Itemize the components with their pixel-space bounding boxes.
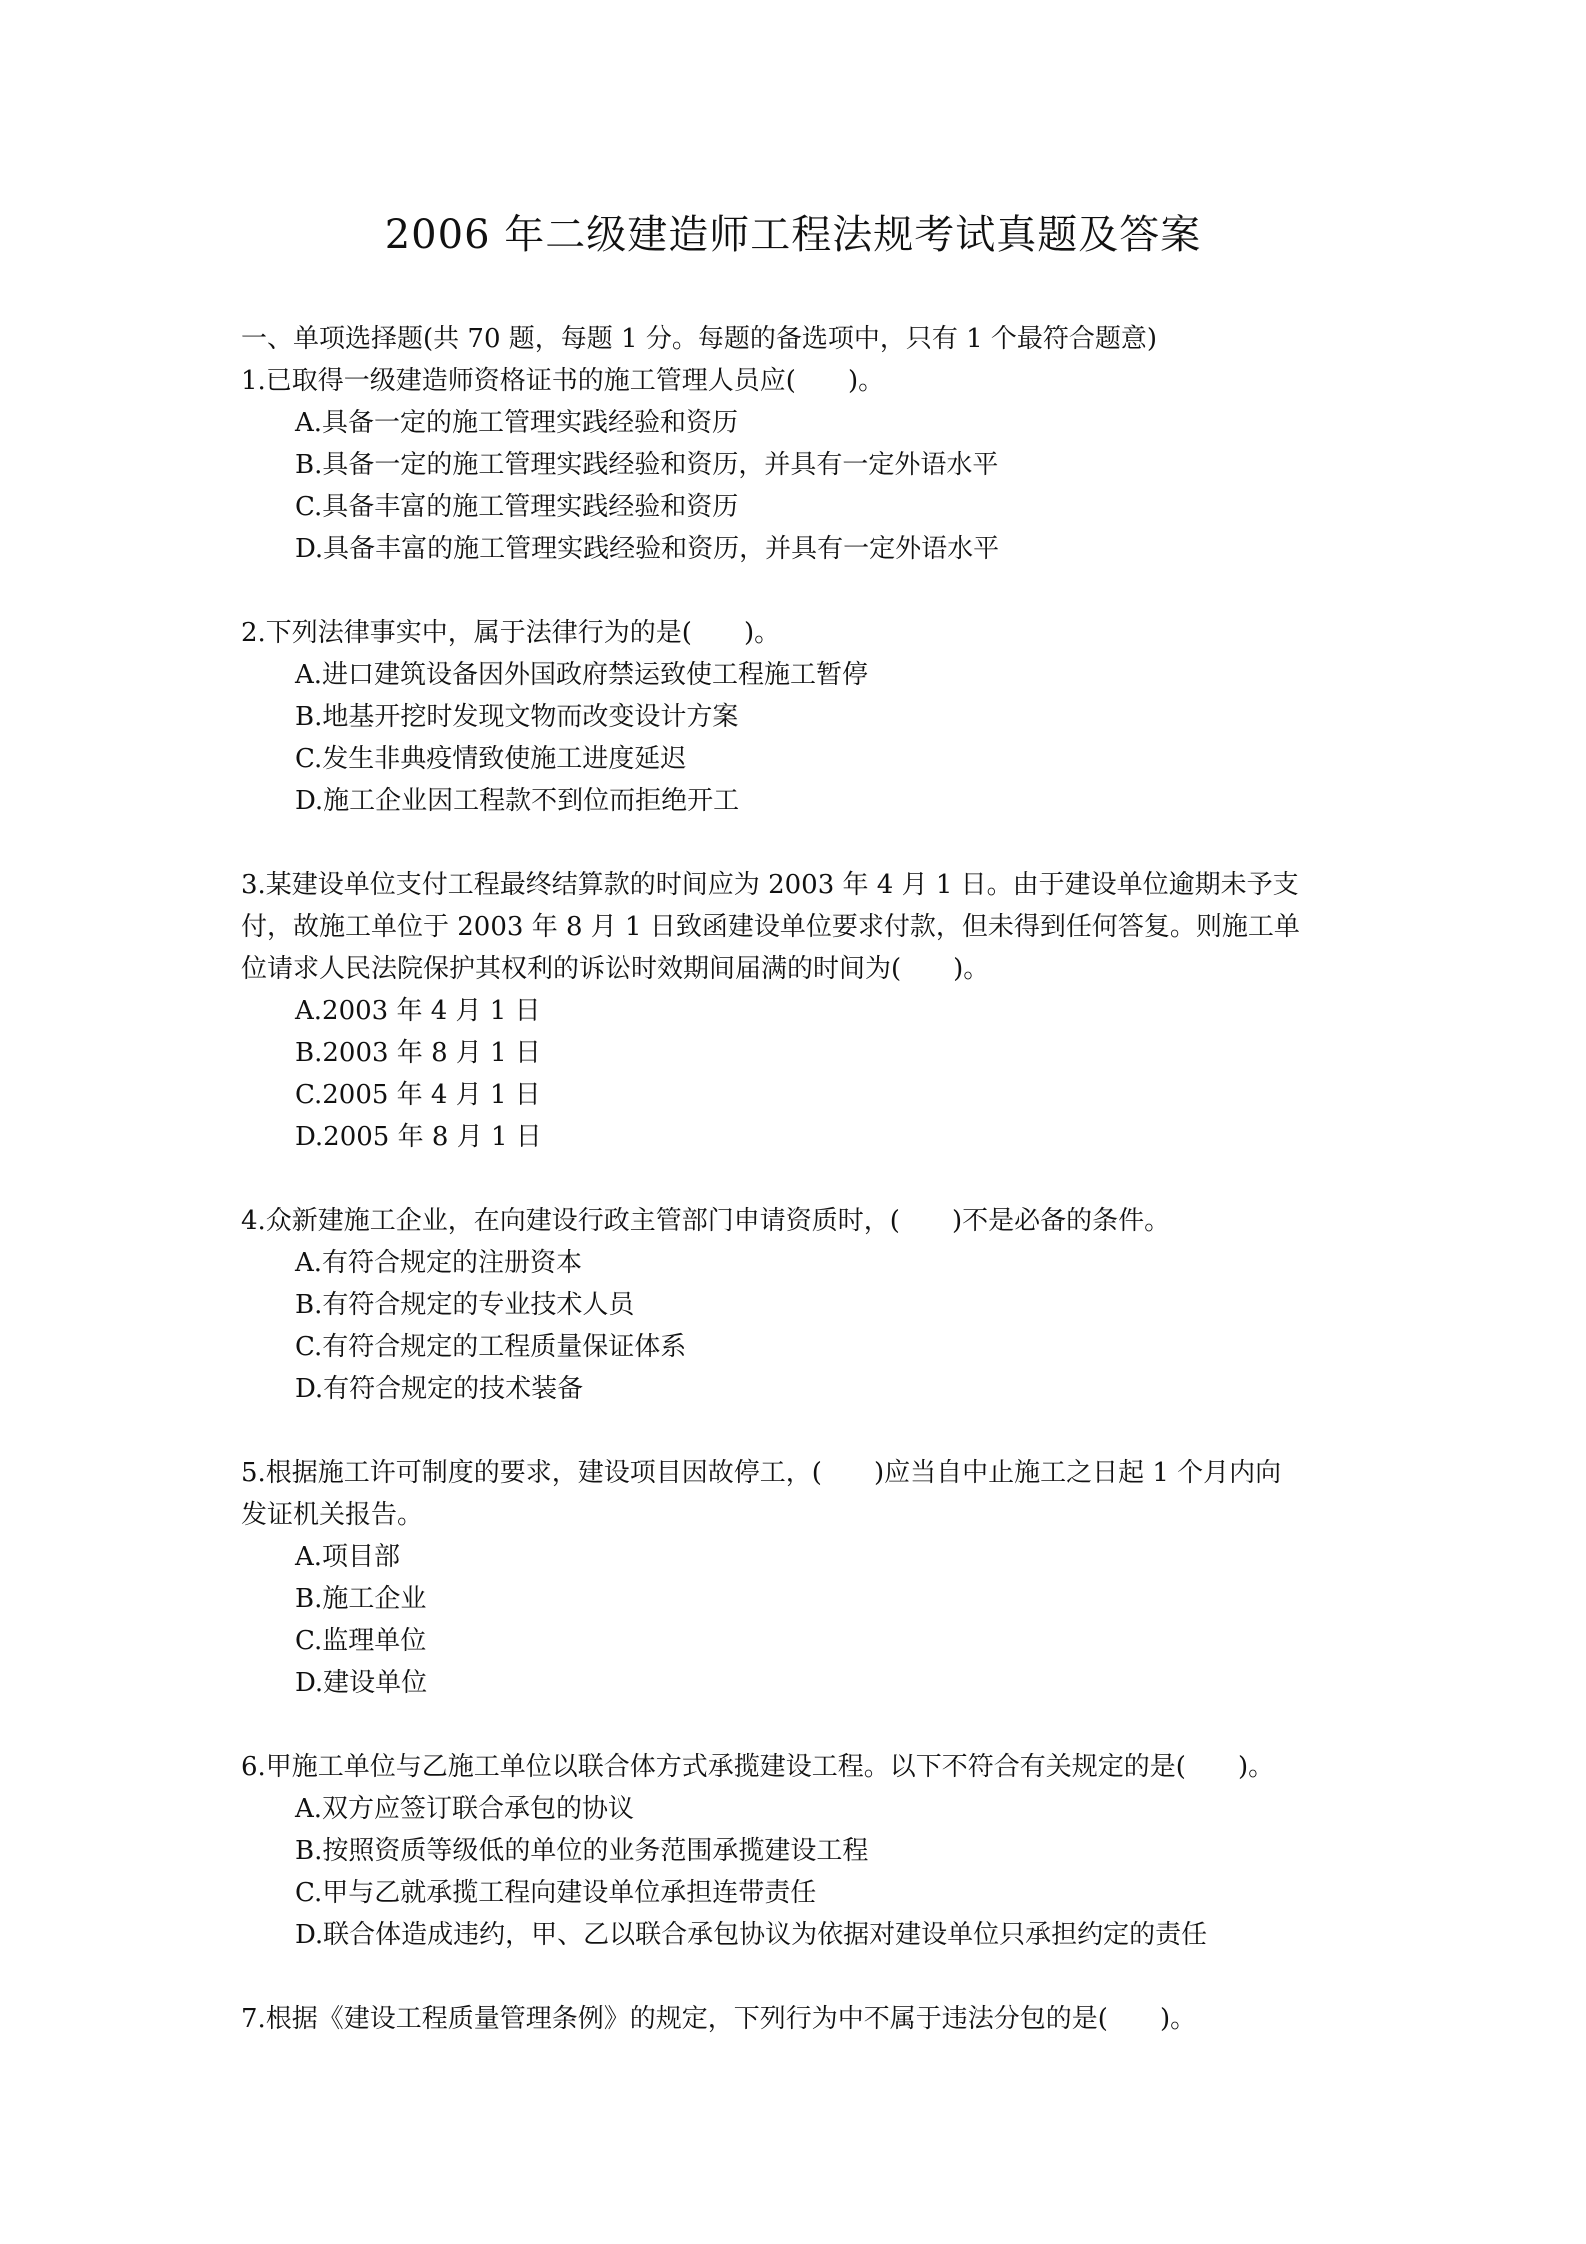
question-5 [241, 1452, 1361, 1704]
section-heading: 一、单项选择题(共 70 题，每题 1 分。每题的备选项中，只有 1 个最符合题意) [241, 324, 1158, 354]
option-b: B.按照资质等级低的单位的业务范围承揽建设工程 [295, 1836, 869, 1866]
question-text: 4.众新建施工企业，在向建设行政主管部门申请资质时，( )不是必备的条件。 [241, 1206, 1171, 1236]
option-b: B.施工企业 [295, 1584, 427, 1614]
question-1 [241, 360, 1361, 570]
option-b: B.2003 年 8 月 1 日 [295, 1038, 541, 1068]
option-a: A.项目部 [295, 1542, 401, 1572]
document-body [241, 318, 1361, 2040]
question-3 [241, 864, 1361, 1158]
question-2 [241, 612, 1361, 822]
option-d: D.建设单位 [295, 1668, 428, 1698]
question-text: 1.已取得一级建造师资格证书的施工管理人员应( )。 [241, 366, 885, 396]
option-a: A.进口建筑设备因外国政府禁运致使工程施工暂停 [295, 660, 869, 690]
option-a: A.2003 年 4 月 1 日 [295, 996, 541, 1026]
option-b: B.有符合规定的专业技术人员 [295, 1290, 635, 1320]
question-text: 2.下列法律事实中，属于法律行为的是( )。 [241, 618, 781, 648]
option-c: C.2005 年 4 月 1 日 [295, 1080, 541, 1110]
option-d: D.有符合规定的技术装备 [295, 1374, 584, 1404]
question-text-line-2: 发证机关报告。 [241, 1500, 424, 1530]
option-d: D.施工企业因工程款不到位而拒绝开工 [295, 786, 740, 816]
option-c: C.发生非典疫情致使施工进度延迟 [295, 744, 687, 774]
page-title: 2006 年二级建造师工程法规考试真题及答案 [384, 212, 1202, 258]
question-text: 6.甲施工单位与乙施工单位以联合体方式承揽建设工程。以下不符合有关规定的是( )。 [241, 1752, 1275, 1782]
question-6 [241, 1746, 1361, 1956]
option-b: B.地基开挖时发现文物而改变设计方案 [295, 702, 739, 732]
option-b: B.具备一定的施工管理实践经验和资历，并具有一定外语水平 [295, 450, 999, 480]
question-text-line-1: 5.根据施工许可制度的要求，建设项目因故停工，( )应当自中止施工之日起 1 个月内向 [241, 1458, 1282, 1488]
question-text: 7.根据《建设工程质量管理条例》的规定，下列行为中不属于违法分包的是( )。 [241, 2004, 1197, 2034]
option-d: D.具备丰富的施工管理实践经验和资历，并具有一定外语水平 [295, 534, 1000, 564]
option-d: D.联合体造成违约，甲、乙以联合承包协议为依据对建设单位只承担约定的责任 [295, 1920, 1208, 1950]
question-text-line-3: 位请求人民法院保护其权利的诉讼时效期间届满的时间为( )。 [241, 954, 990, 984]
option-a: A.双方应签订联合承包的协议 [295, 1794, 635, 1824]
question-4 [241, 1200, 1361, 1410]
option-c: C.甲与乙就承揽工程向建设单位承担连带责任 [295, 1878, 817, 1908]
option-a: A.有符合规定的注册资本 [295, 1248, 583, 1278]
question-text-line-1: 3.某建设单位支付工程最终结算款的时间应为 2003 年 4 月 1 日。由于建设单位逾期未予支 [241, 870, 1299, 900]
option-c: C.具备丰富的施工管理实践经验和资历 [295, 492, 739, 522]
question-7 [241, 1998, 1361, 2040]
option-d: D.2005 年 8 月 1 日 [295, 1122, 542, 1152]
option-a: A.具备一定的施工管理实践经验和资历 [295, 408, 739, 438]
question-text-line-2: 付，故施工单位于 2003 年 8 月 1 日致函建设单位要求付款，但未得到任何答复。则施工单 [241, 912, 1300, 942]
option-c: C.有符合规定的工程质量保证体系 [295, 1332, 687, 1362]
option-c: C.监理单位 [295, 1626, 427, 1656]
